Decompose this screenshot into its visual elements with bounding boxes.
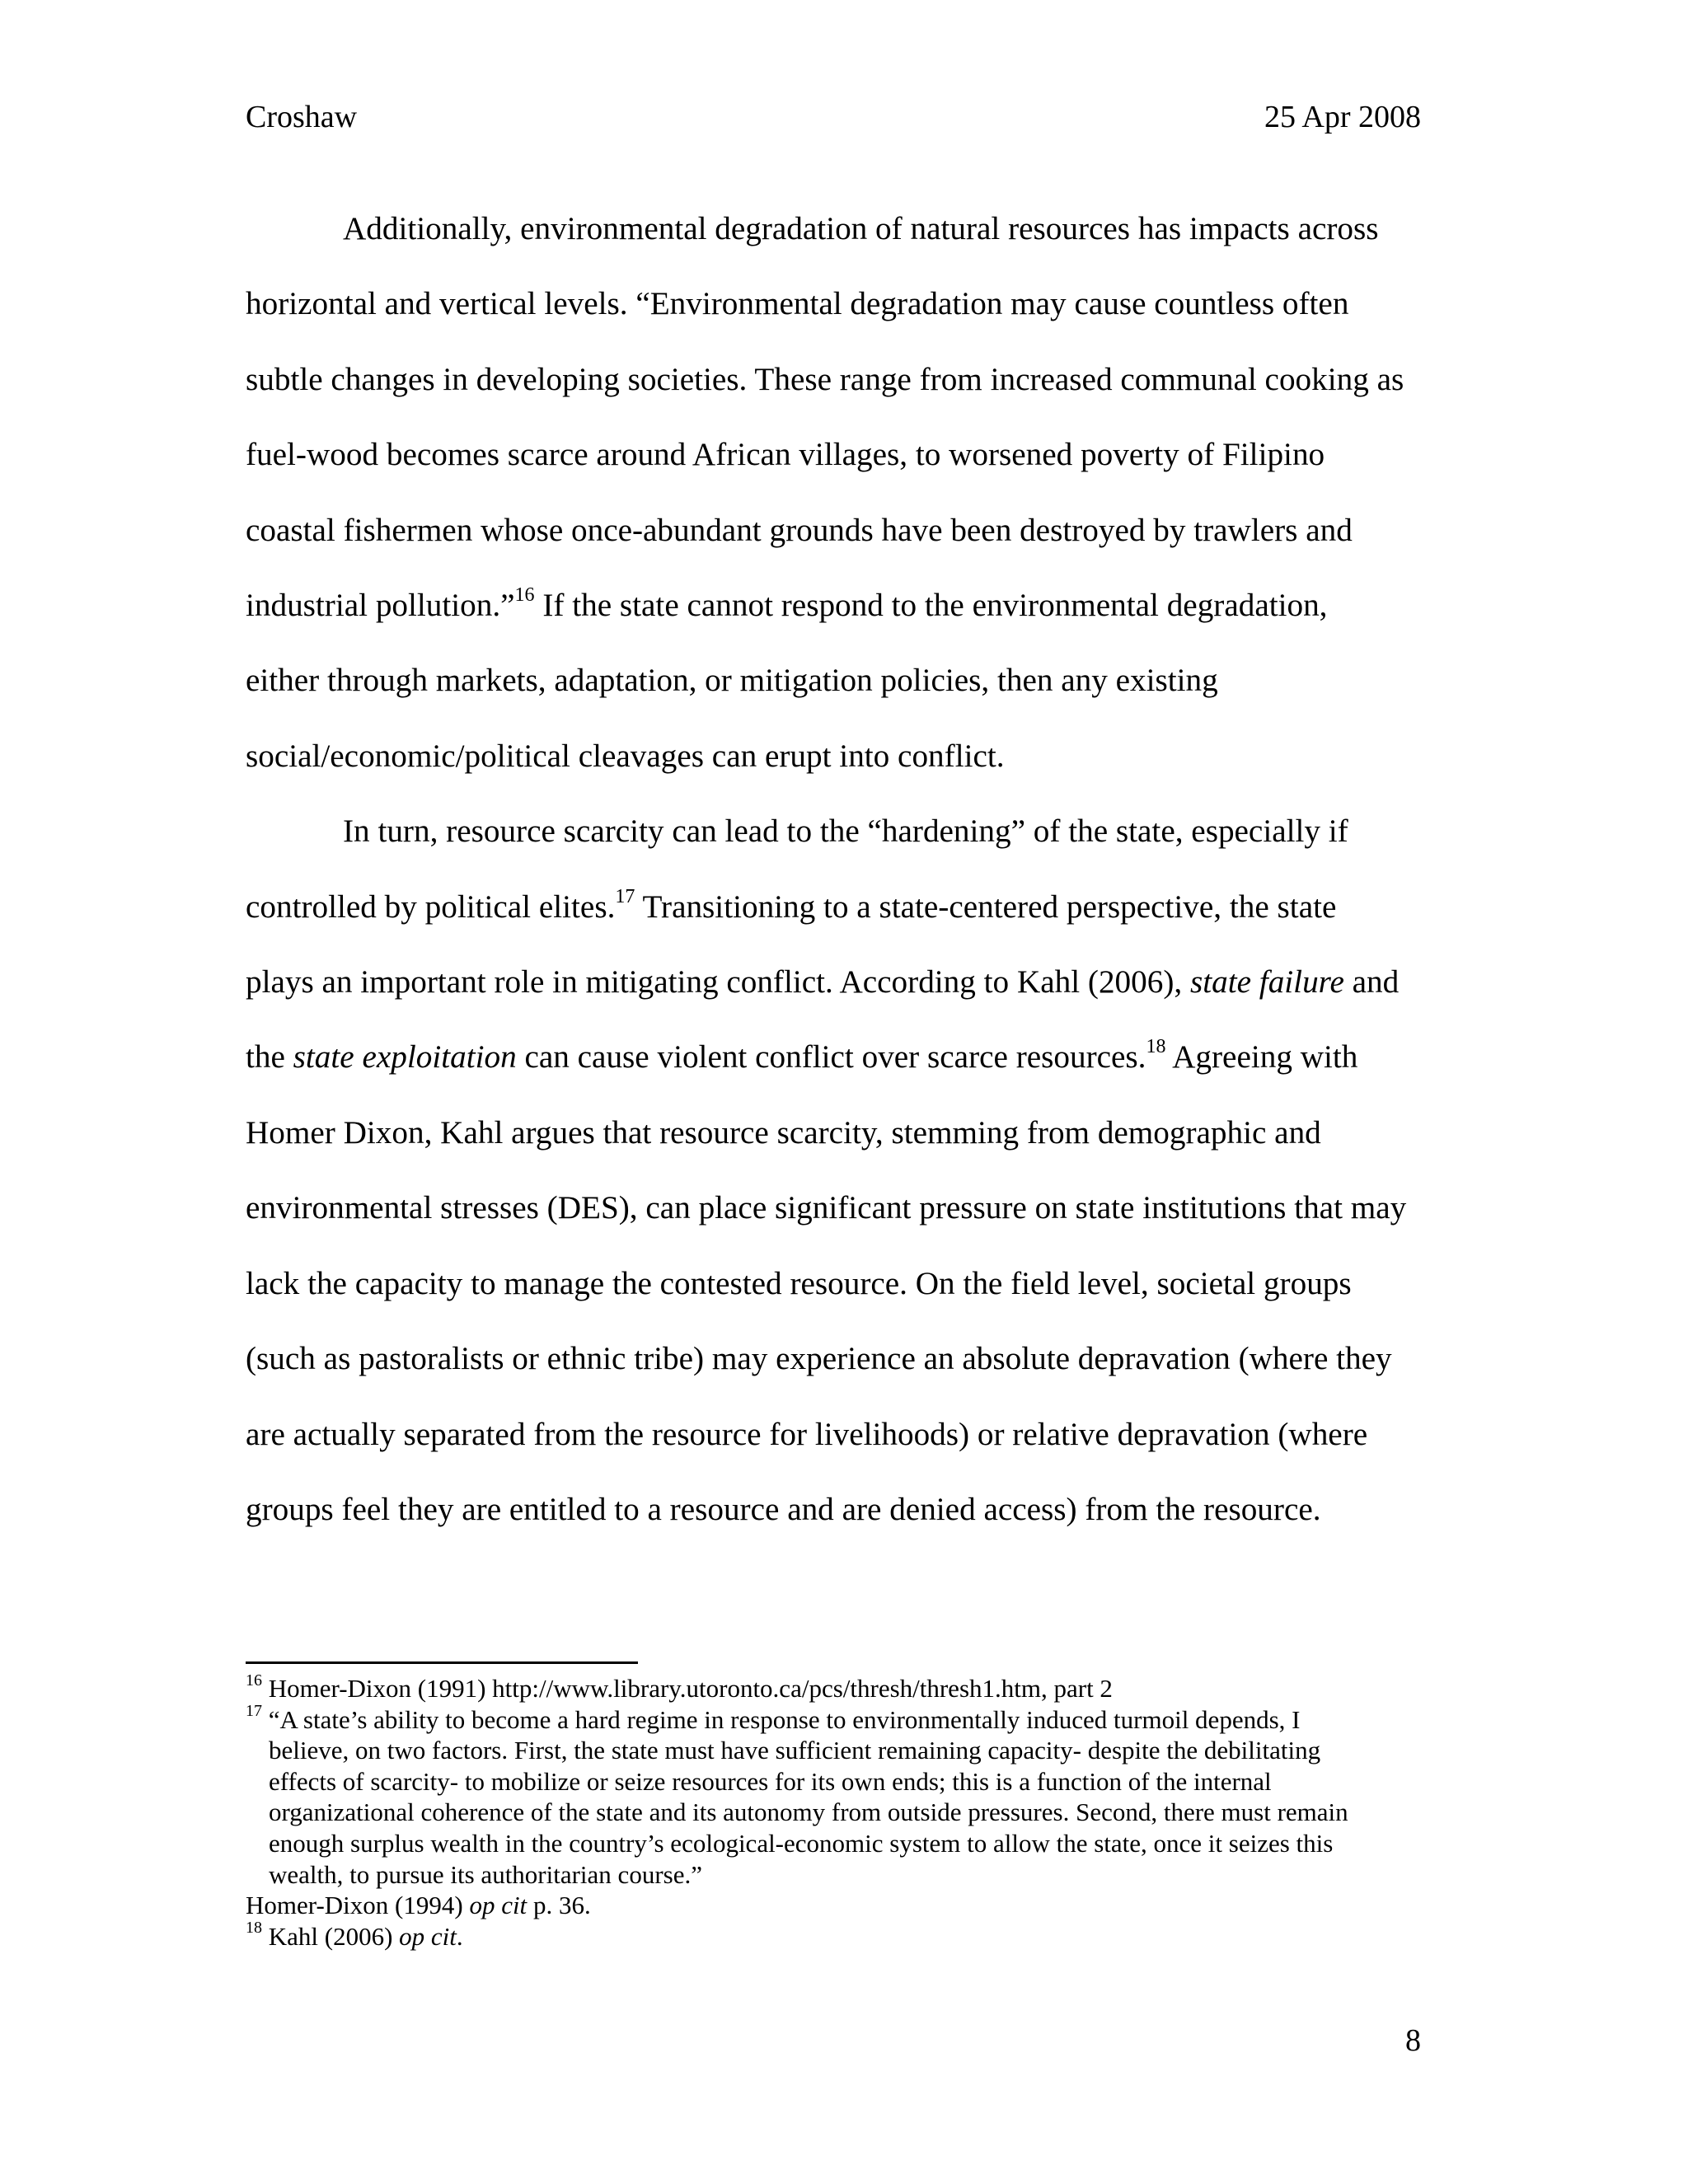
text-segment: controlled by political elites. (246, 888, 616, 925)
text-line: subtle changes in developing societies. These range from increased communal cooking as (246, 361, 1404, 397)
text-line (246, 944, 1429, 1019)
footnote-text: “A state’s ability to become a hard regime in response to environmentally induced turmoil depends, I (262, 1704, 1301, 1734)
text-line: are actually separated from the resource for livelihoods) or relative depravation (where (246, 1416, 1368, 1452)
footnote-line: believe, on two factors. First, the state must have sufficient remaining capacity- despite the debilitating (269, 1736, 1321, 1765)
text-line: coastal fishermen whose once-abundant grounds have been destroyed by trawlers and (246, 512, 1353, 548)
text-line: Homer Dixon, Kahl argues that resource scarcity, stemming from demographic and (246, 1114, 1321, 1151)
footnote-ref-16: 16 (514, 583, 535, 606)
italic-term: op cit (469, 1891, 528, 1920)
text-segment: can cause violent conflict over scarce resources. (516, 1039, 1146, 1076)
text-line: lack the capacity to manage the contested resource. On the field level, societal groups (246, 1265, 1352, 1301)
footnote-citation (246, 1890, 1429, 1921)
footnote-16 (246, 1673, 1429, 1704)
italic-term: state exploitation (293, 1039, 517, 1076)
text-line: In turn, resource scarcity can lead to the “hardening” of the state, especially if (343, 813, 1348, 850)
footnote-line: wealth, to pursue its authoritarian course.” (269, 1859, 702, 1889)
footnote-18 (246, 1921, 1429, 1952)
text-line: horizontal and vertical levels. “Environmental degradation may cause countless often (246, 286, 1349, 322)
text-segment: and (1343, 964, 1400, 1001)
italic-term: state failure (1190, 964, 1344, 1001)
footnote-number: 16 (246, 1671, 262, 1690)
text-line: Additionally, environmental degradation of natural resources has impacts across (343, 211, 1379, 246)
text-line (246, 1019, 1429, 1094)
text-line: fuel-wood becomes scarce around African villages, to worsened poverty of Filipino (246, 437, 1325, 473)
footnote-17 (246, 1704, 1429, 1736)
text-segment: Kahl (2006) (262, 1921, 400, 1951)
text-line: (such as pastoralists or ethnic tribe) may experience an absolute depravation (where they (246, 1341, 1392, 1377)
text-segment: . (456, 1921, 463, 1951)
text-segment: Agreeing with (1165, 1039, 1358, 1076)
footnote-ref-17: 17 (615, 885, 635, 907)
footnote-text: Homer-Dixon (1991) http://www.library.utoronto.ca/pcs/thresh/thresh1.htm, part 2 (262, 1674, 1113, 1703)
footnote-line: enough surplus wealth in the country’s ecological-economic system to allow the state, once it seizes this (269, 1828, 1334, 1858)
text-line (246, 568, 1429, 643)
text-segment: the (246, 1039, 293, 1076)
header-author: Croshaw (246, 100, 358, 134)
text-segment: If the state cannot respond to the environmental degradation, (534, 588, 1328, 624)
text-line: groups feel they are entitled to a resource and are denied access) from the resource. (246, 1491, 1321, 1527)
italic-term: op cit (399, 1921, 457, 1951)
text-segment: Homer-Dixon (1994) (246, 1891, 470, 1920)
text-segment: p. 36. (527, 1891, 591, 1920)
footnote-line: effects of scarcity- to mobilize or seize resources for its own ends; this is a function of the internal (269, 1766, 1272, 1796)
footnote-number: 18 (246, 1919, 262, 1938)
text-line: environmental stresses (DES), can place significant pressure on state institutions that may (246, 1190, 1407, 1226)
header-date: 25 Apr 2008 (1264, 100, 1421, 134)
text-segment: Transitioning to a state-centered perspective, the state (635, 888, 1337, 925)
footnote-separator (246, 1661, 638, 1664)
footnotes (246, 1673, 1429, 1952)
paragraph-1 (246, 191, 1429, 794)
footnote-ref-18: 18 (1146, 1036, 1166, 1058)
page-number: 8 (1405, 2023, 1421, 2058)
text-line (246, 869, 1429, 944)
footnote-number: 17 (246, 1702, 262, 1721)
body-text (246, 191, 1429, 1547)
text-segment: industrial pollution.” (246, 588, 515, 624)
paragraph-2 (246, 794, 1429, 1547)
text-line: social/economic/political cleavages can erupt into conflict. (246, 738, 1005, 774)
text-segment: plays an important role in mitigating conflict. According to Kahl (2006), (246, 964, 1190, 1001)
footnote-line: organizational coherence of the state and its autonomy from outside pressures. Second, there must remain (269, 1797, 1348, 1827)
text-line: either through markets, adaptation, or mitigation policies, then any existing (246, 663, 1218, 699)
